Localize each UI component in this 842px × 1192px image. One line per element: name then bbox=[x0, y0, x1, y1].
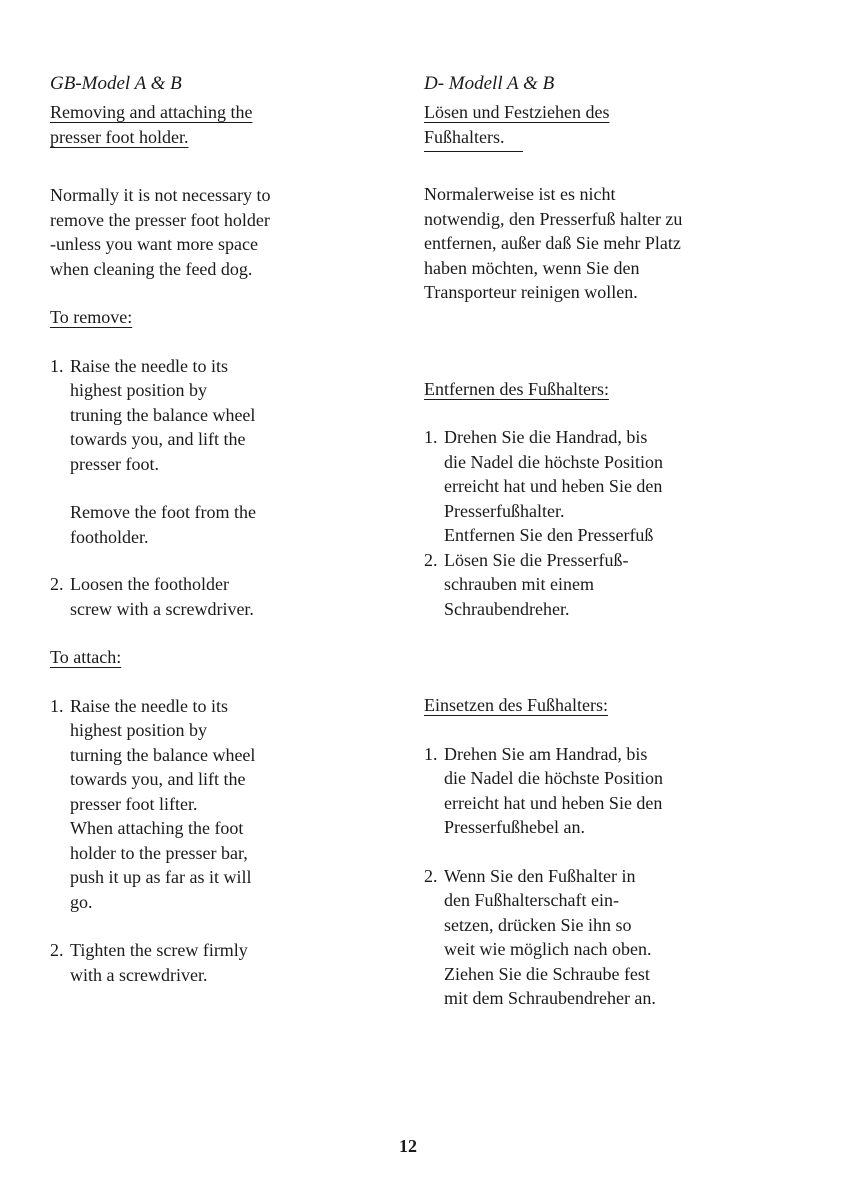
list-item bbox=[50, 354, 380, 477]
step-number: 2. bbox=[424, 865, 438, 886]
list-item bbox=[424, 425, 784, 548]
english-remove-label-text: To remove: bbox=[50, 307, 133, 327]
german-heading-line-2: Fußhalters. bbox=[424, 126, 505, 147]
english-attach-steps bbox=[50, 694, 380, 988]
list-item bbox=[424, 864, 784, 1011]
english-column bbox=[50, 72, 380, 987]
german-intro-paragraph: Normalerweise ist es nicht notwendig, den Presserfuß halter zu entfernen, außer daß Sie mehr Platz haben möchten, wenn Sie den Transporteur reinigen wollen. bbox=[424, 184, 683, 302]
german-section-heading bbox=[424, 100, 784, 125]
list-item bbox=[50, 572, 380, 621]
german-attach-label bbox=[424, 693, 784, 718]
step-text: Raise the needle to its highest position by truning the balance wheel towards you, and lift the presser foot. bbox=[70, 355, 256, 474]
german-model-title: D- Modell A & B bbox=[424, 73, 555, 94]
english-attach-label bbox=[50, 645, 380, 670]
list-item bbox=[424, 742, 784, 840]
list-item bbox=[50, 694, 380, 915]
step-number: 1. bbox=[50, 355, 64, 376]
german-heading-line-2-wrap bbox=[424, 125, 523, 153]
step-text: Drehen Sie am Handrad, bis die Nadel die höchste Position erreicht hat und heben Sie den Presserfußhebel an. bbox=[444, 743, 663, 837]
step-number: 1. bbox=[424, 427, 438, 447]
german-remove-label bbox=[424, 377, 784, 402]
list-item bbox=[424, 548, 784, 622]
english-attach-label-text: To attach: bbox=[50, 647, 122, 667]
step-text: Wenn Sie den Fußhalter in den Fußhalterschaft ein- setzen, drücken Sie ihn so weit wie möglich nach oben. Ziehen Sie die Schraube fest mit dem Schraubendreher an. bbox=[444, 865, 656, 1008]
english-remove-steps bbox=[50, 354, 380, 477]
step-text: Drehen Sie die Handrad, bis die Nadel die höchste Position erreicht hat und heben Sie den Presserfußhalter. Entfernen Sie den Presserfuß bbox=[444, 427, 663, 545]
step-number: 1. bbox=[50, 695, 64, 716]
step-number: 2. bbox=[50, 940, 64, 960]
step-text: Raise the needle to its highest position by turning the balance wheel towards you, and lift the presser foot lifter. When attaching the foot holder to the presser bar, push it up as far as it will go. bbox=[70, 695, 256, 912]
german-remove-label-text: Entfernen des Fußhalters: bbox=[424, 378, 609, 399]
step-text: Tighten the screw firmly with a screwdriver. bbox=[70, 940, 248, 985]
list-item bbox=[50, 938, 380, 987]
step-text: Lösen Sie die Presserfuß- schrauben mit einem Schraubendreher. bbox=[444, 549, 629, 619]
english-remove-steps-continued bbox=[50, 572, 380, 621]
german-attach-label-text: Einsetzen des Fußhalters: bbox=[424, 695, 608, 715]
english-remove-label bbox=[50, 305, 380, 330]
step-number: 1. bbox=[424, 743, 438, 764]
german-column bbox=[424, 72, 784, 1011]
english-remove-note: Remove the foot from the footholder. bbox=[70, 502, 256, 547]
german-heading-line-1: Lösen und Festziehen des bbox=[424, 102, 610, 122]
page-number: 12 bbox=[399, 1136, 417, 1156]
english-model-title: GB-Model A & B bbox=[50, 73, 182, 94]
english-heading-text: Removing and attaching the presser foot holder. bbox=[50, 102, 253, 147]
english-intro-paragraph: Normally it is not necessary to remove the presser foot holder -unless you want more space when cleaning the feed dog. bbox=[50, 185, 271, 279]
german-remove-steps bbox=[424, 425, 784, 621]
english-section-heading bbox=[50, 100, 380, 149]
step-number: 2. bbox=[50, 574, 64, 594]
german-attach-steps bbox=[424, 742, 784, 1011]
step-text: Loosen the footholder screw with a screwdriver. bbox=[70, 574, 254, 619]
step-number: 2. bbox=[424, 549, 438, 570]
